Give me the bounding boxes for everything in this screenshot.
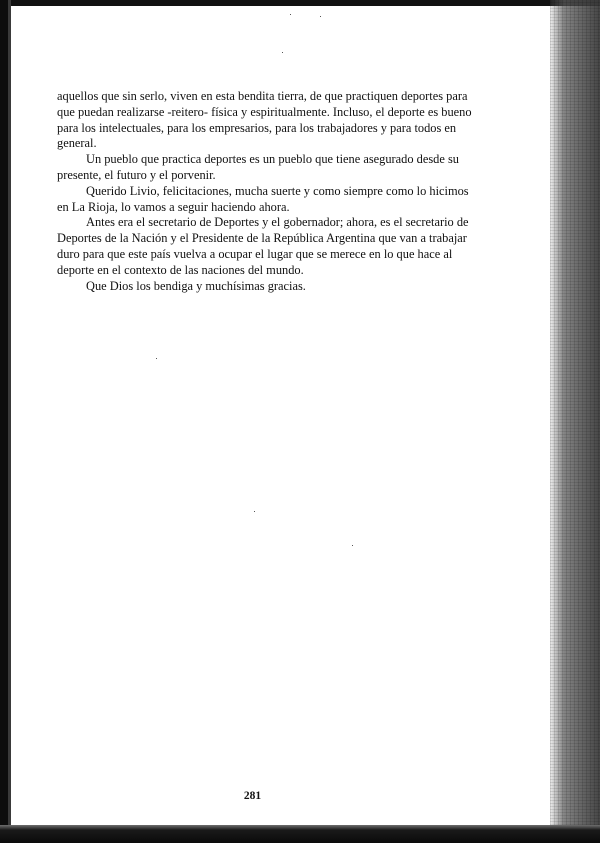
paragraph: Antes era el secretario de Deportes y el gobernador; ahora, es el secretario de Deportes de la Nación y el Presidente de la República Argentina que van a trabajar duro para que este país vuelva a ocupar el lugar que se merece en lo que hace al deporte en el contexto de las naciones del mundo. xyxy=(57,215,469,277)
paragraph: Querido Livio, felicitaciones, mucha suerte y como siempre como lo hicimos en La Rioja, lo vamos a seguir haciendo ahora. xyxy=(57,183,469,214)
body-text xyxy=(57,89,477,294)
paragraph: Que Dios los bendiga y muchísimas gracias. xyxy=(86,278,306,293)
paragraph: aquellos que sin serlo, viven en esta bendita tierra, de que practiquen deportes para que puedan realizarse -reitero- física y espiritualmente. Incluso, el deporte es bueno para los intelectuales, para los empresarios, para los trabajadores y para todos en general. xyxy=(57,89,472,151)
scan-speck xyxy=(290,14,291,15)
scan-speck xyxy=(282,52,283,53)
scan-border-top xyxy=(0,0,600,6)
scan-speck xyxy=(156,358,157,359)
scan-border-left xyxy=(0,0,8,843)
paragraph: Un pueblo que practica deportes es un pueblo que tiene asegurado desde su presente, el futuro y el porvenir. xyxy=(57,152,459,182)
scan-border-right xyxy=(550,0,600,843)
scan-border-bottom xyxy=(0,825,600,843)
scan-speck xyxy=(254,511,255,512)
scan-speck xyxy=(352,545,353,546)
page-number: 281 xyxy=(243,790,262,802)
scan-speck xyxy=(320,16,321,17)
scan-border-left-inner xyxy=(8,0,11,843)
